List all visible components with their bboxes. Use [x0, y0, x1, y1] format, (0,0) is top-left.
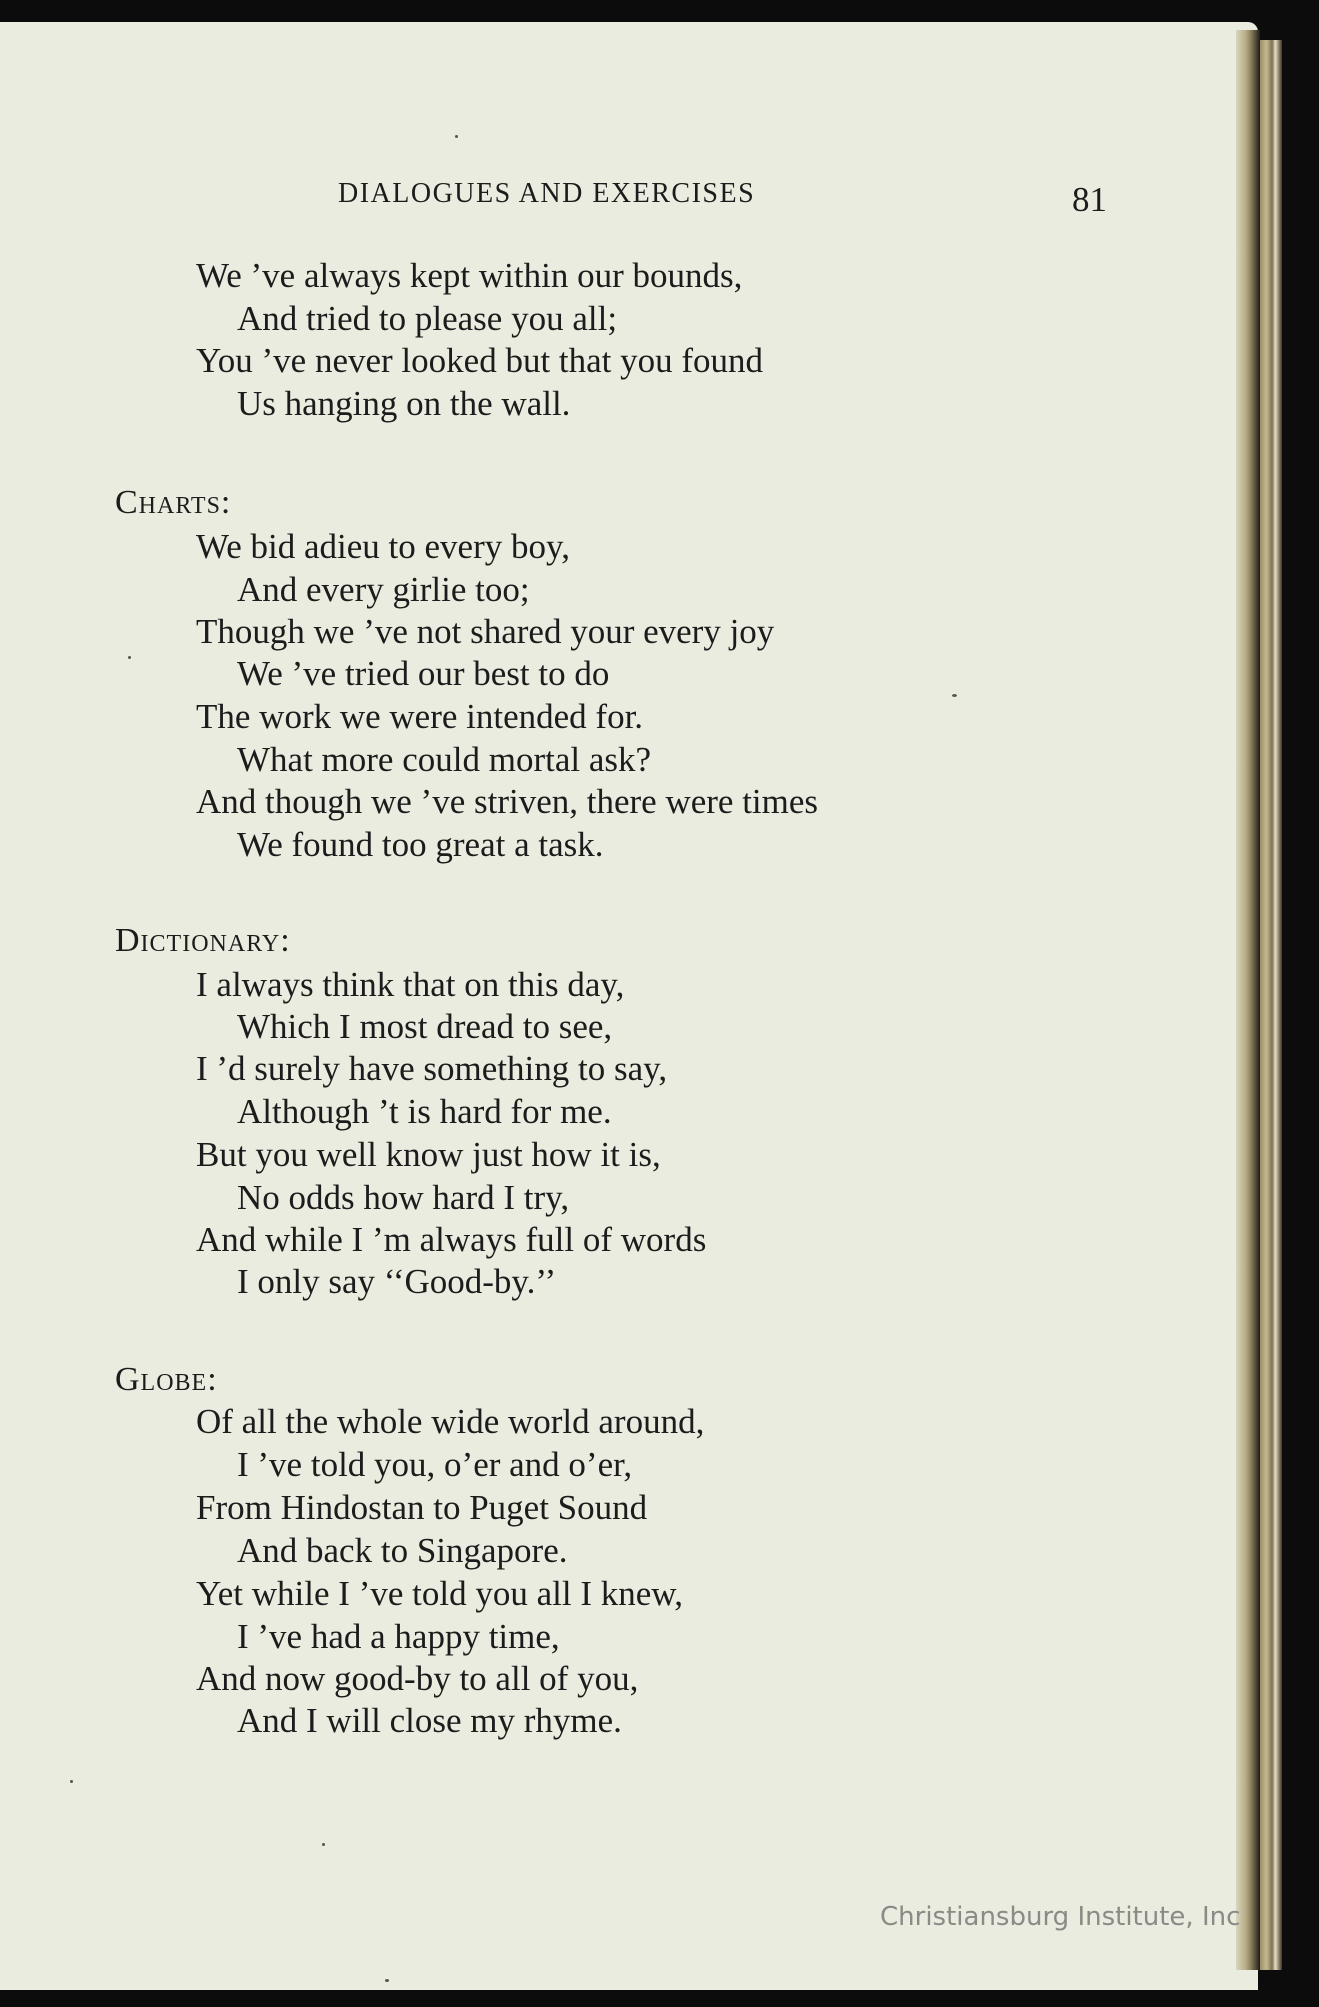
poem-line: Though we ’ve not shared your every joy [196, 612, 775, 651]
poem-line: And back to Singapore. [237, 1531, 568, 1570]
poem-line: I ’ve had a happy time, [237, 1617, 560, 1656]
running-header: DIALOGUES AND EXERCISES [338, 178, 756, 209]
paper-speck [385, 1979, 389, 1982]
poem-line: And tried to please you all; [237, 299, 618, 338]
poem-line: And though we ’ve striven, there were times [196, 782, 819, 821]
poem-line: And every girlie too; [237, 570, 530, 609]
poem-line: What more could mortal ask? [237, 740, 652, 779]
poem-line: I ’d surely have something to say, [196, 1049, 668, 1088]
poem-line: The work we were intended for. [196, 697, 644, 736]
paper-speck [322, 1843, 325, 1846]
poem-line: Of all the whole wide world around, [196, 1402, 705, 1441]
poem-line: I only say ‘‘Good-by.’’ [237, 1262, 557, 1301]
poem-line: From Hindostan to Puget Sound [196, 1488, 648, 1527]
poem-line: Although ’t is hard for me. [237, 1092, 612, 1131]
speaker-label-charts: Charts: [115, 484, 232, 521]
paper-speck [70, 1780, 73, 1783]
poem-line: We ’ve tried our best to do [237, 654, 610, 693]
speaker-label-dictionary: Dictionary: [115, 922, 291, 959]
poem-line: Us hanging on the wall. [237, 384, 571, 423]
poem-line: Yet while I ’ve told you all I knew, [196, 1574, 684, 1613]
page-number: 81 [1072, 180, 1107, 219]
poem-line: And I will close my rhyme. [237, 1701, 622, 1740]
poem-line: We found too great a task. [237, 825, 604, 864]
poem-line: We bid adieu to every boy, [196, 527, 570, 566]
page-gutter-shadow [1236, 30, 1260, 1970]
poem-line: I always think that on this day, [196, 965, 625, 1004]
paper-speck [455, 135, 458, 138]
poem-line: No odds how hard I try, [237, 1178, 570, 1217]
poem-line: And while I ’m always full of words [196, 1220, 707, 1259]
poem-line: And now good-by to all of you, [196, 1659, 639, 1698]
book-edge [1260, 40, 1282, 1970]
poem-line: You ’ve never looked but that you found [196, 341, 764, 380]
poem-line: We ’ve always kept within our bounds, [196, 256, 743, 295]
paper-speck [952, 694, 957, 697]
poem-line: I ’ve told you, o’er and o’er, [237, 1445, 633, 1484]
poem-line: But you well know just how it is, [196, 1135, 661, 1174]
paper-speck [128, 656, 131, 659]
speaker-label-globe: Globe: [115, 1361, 218, 1398]
watermark: Christiansburg Institute, Inc [880, 1902, 1241, 1932]
poem-line: Which I most dread to see, [237, 1007, 613, 1046]
